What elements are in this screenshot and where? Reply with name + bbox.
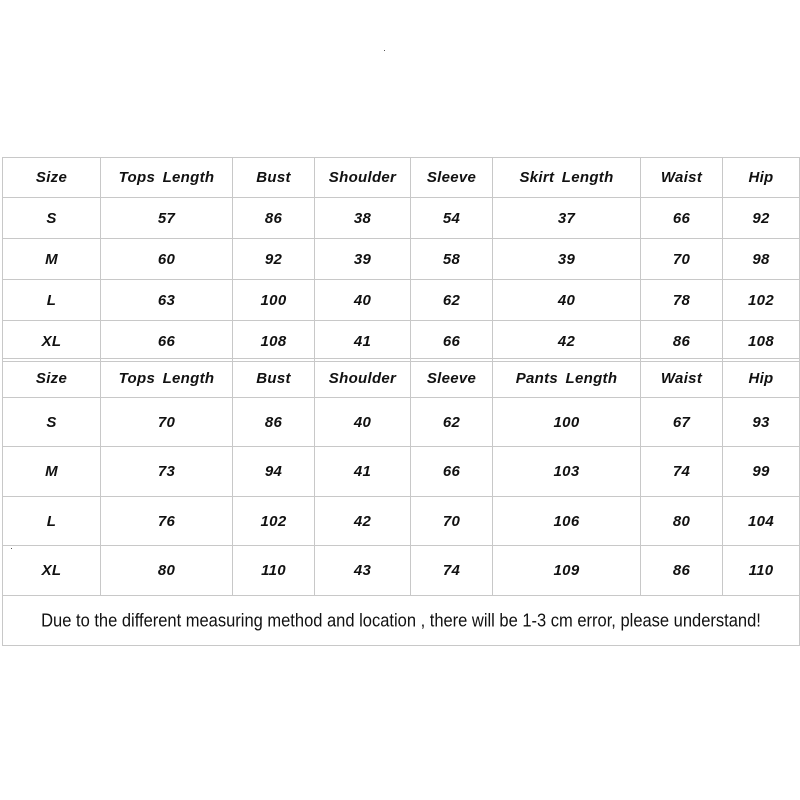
table-cell: 38 <box>315 198 411 239</box>
table-cell: 86 <box>233 398 315 447</box>
table-cell: 80 <box>101 546 233 596</box>
table-header-row <box>3 359 800 398</box>
table-cell: 66 <box>101 321 233 362</box>
header-bust: Bust <box>233 158 315 198</box>
table-cell: 78 <box>641 280 723 321</box>
header-shoulder: Shoulder <box>315 359 411 398</box>
table-cell: XL <box>3 546 101 596</box>
table-cell: 76 <box>101 497 233 546</box>
header-hip: Hip <box>723 359 800 398</box>
table-cell: 103 <box>493 447 641 497</box>
table-row <box>3 280 800 321</box>
table-cell: 102 <box>723 280 800 321</box>
table-row <box>3 239 800 280</box>
header-tops-length: Tops Length <box>101 359 233 398</box>
size-chart-table-tops-skirt <box>2 157 800 362</box>
table-cell: 66 <box>411 321 493 362</box>
table-cell: 80 <box>641 497 723 546</box>
header-hip: Hip <box>723 158 800 198</box>
header-sleeve: Sleeve <box>411 359 493 398</box>
header-size: Size <box>3 158 101 198</box>
table-row <box>3 198 800 239</box>
table-cell: S <box>3 198 101 239</box>
table-cell: 110 <box>723 546 800 596</box>
stray-dot <box>384 50 385 51</box>
table-cell: 37 <box>493 198 641 239</box>
header-pants-length: Pants Length <box>493 359 641 398</box>
table-cell: 67 <box>641 398 723 447</box>
table-cell: 66 <box>411 447 493 497</box>
table-cell: 70 <box>101 398 233 447</box>
table-cell: 104 <box>723 497 800 546</box>
note-row <box>3 596 800 646</box>
table-cell: 94 <box>233 447 315 497</box>
header-shoulder: Shoulder <box>315 158 411 198</box>
table-row <box>3 546 800 596</box>
table-cell: 42 <box>493 321 641 362</box>
table-cell: 43 <box>315 546 411 596</box>
table-cell: 110 <box>233 546 315 596</box>
table-cell: 92 <box>723 198 800 239</box>
table-cell: 41 <box>315 321 411 362</box>
table-cell: 108 <box>233 321 315 362</box>
table-cell: 74 <box>641 447 723 497</box>
header-size: Size <box>3 359 101 398</box>
header-tops-length: Tops Length <box>101 158 233 198</box>
table-cell: S <box>3 398 101 447</box>
table-cell: 39 <box>493 239 641 280</box>
table-cell: 98 <box>723 239 800 280</box>
table-cell: 74 <box>411 546 493 596</box>
table-row <box>3 321 800 362</box>
table-cell: 86 <box>233 198 315 239</box>
table-cell: 39 <box>315 239 411 280</box>
table-cell: 73 <box>101 447 233 497</box>
table-cell: 109 <box>493 546 641 596</box>
table-cell: 63 <box>101 280 233 321</box>
size-chart-table-tops-pants <box>2 358 800 646</box>
table-cell: 54 <box>411 198 493 239</box>
table-cell: 93 <box>723 398 800 447</box>
table-cell: 40 <box>315 280 411 321</box>
table-cell: 62 <box>411 398 493 447</box>
table-cell: 57 <box>101 198 233 239</box>
table-cell: 66 <box>641 198 723 239</box>
table-row <box>3 447 800 497</box>
table-cell: 40 <box>315 398 411 447</box>
table-cell: 70 <box>411 497 493 546</box>
measurement-note: Due to the different measuring method and location , there will be 1-3 cm error, please understand! <box>3 593 800 649</box>
table-row <box>3 497 800 546</box>
table-row <box>3 398 800 447</box>
table-cell: M <box>3 447 101 497</box>
table-cell: 62 <box>411 280 493 321</box>
table-cell: 102 <box>233 497 315 546</box>
header-skirt-length: Skirt Length <box>493 158 641 198</box>
table-cell: XL <box>3 321 101 362</box>
table-cell: 99 <box>723 447 800 497</box>
table-header-row <box>3 158 800 198</box>
table-cell: L <box>3 497 101 546</box>
table-cell: 108 <box>723 321 800 362</box>
table-cell: 42 <box>315 497 411 546</box>
table-cell: 40 <box>493 280 641 321</box>
table-cell: 86 <box>641 546 723 596</box>
table-cell: 92 <box>233 239 315 280</box>
table-cell: 41 <box>315 447 411 497</box>
table-cell: 106 <box>493 497 641 546</box>
table-cell: L <box>3 280 101 321</box>
table-cell: 100 <box>493 398 641 447</box>
table-cell: M <box>3 239 101 280</box>
table-cell: 60 <box>101 239 233 280</box>
header-waist: Waist <box>641 359 723 398</box>
header-waist: Waist <box>641 158 723 198</box>
table-cell: 58 <box>411 239 493 280</box>
table-cell: 70 <box>641 239 723 280</box>
header-bust: Bust <box>233 359 315 398</box>
table-cell: 100 <box>233 280 315 321</box>
header-sleeve: Sleeve <box>411 158 493 198</box>
table-cell: 86 <box>641 321 723 362</box>
